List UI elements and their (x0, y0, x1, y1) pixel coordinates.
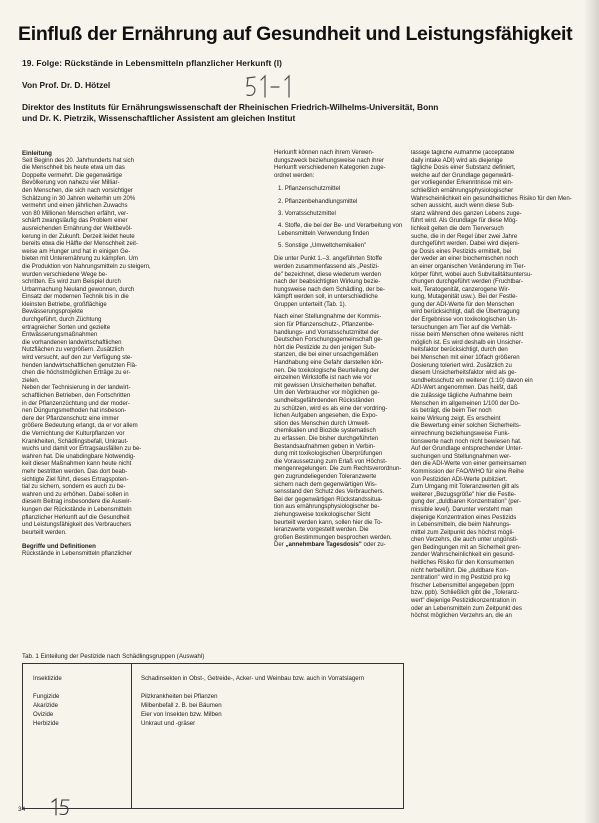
text-line: Menschen im allgemeinen 1/100 der Do- (411, 400, 520, 407)
text-line: gung der ADI-Werte für den Menschen (411, 301, 515, 308)
table-cell-category: Akarizide (33, 702, 59, 709)
text-line: henden landwirtschaftlichen genutzten Flä- (22, 362, 137, 369)
text-line: Neben der Technisierung in der landwirt- (22, 385, 131, 392)
table-cell-description: Unkraut und -gräser (141, 720, 196, 727)
text-line: mit gewissen Unsicherheiten behaftet. (274, 382, 377, 389)
table-cell-category: Ovizide (33, 711, 54, 718)
text-line: schärft zwangsläufig das Problem einer (22, 218, 128, 225)
text-line: lichen Aufgaben angesehen, die Expo- (274, 413, 378, 420)
section-heading-definitionen: Begriffe und Definitionen (22, 543, 96, 551)
text-line: gen Bedingungen mit an Sicherheit gren- (411, 544, 521, 551)
text-line: schaftlichen Betrieben, den Fortschritten (22, 393, 131, 399)
text-line: bereits etwa die Hälfte der Menschheit zeit- (22, 241, 138, 248)
text-line: die Voraussetzung zum Erlaß von Höchst- (274, 458, 387, 465)
term-annehmbare-tagesdosis: „annehmbare Tagesdosis" (285, 542, 362, 549)
text-line: ge Dosis eines Pestizids ermittelt, bei (411, 248, 512, 255)
text-line: nicht herbeiführt. Die „duldbare Kon- (411, 567, 509, 574)
text-line: durchgeführt, durch Züchtung (22, 317, 102, 324)
text-line: schließlich ernährungsphysiologischer (411, 187, 514, 194)
text-line: sichern nach dem gegenwärtigen Wis- (274, 481, 377, 488)
pesticide-table (22, 663, 404, 809)
text-line: de" bezeichnet, diese wiederum werden (274, 271, 382, 278)
text-line: keit dieser Maßnahmen kann heute nicht (22, 461, 132, 468)
text-column-3 (411, 150, 599, 815)
text-line: möglich ist. Es wird deshalb ein Unsicher- (411, 339, 523, 346)
text-line: Krankheiten, Schädlingsbefall, Unkraut- (22, 438, 129, 445)
text-line: Gruppen unterteilt (Tab. 1). (274, 301, 347, 308)
text-line: wahren und zu erhöhen. Dabei sollen in (22, 491, 129, 498)
text-line: lässige tägliche Aufnahme (acceptable (411, 150, 515, 156)
text-line: Bestandsaufnahmen geben in Verbin- (274, 443, 376, 450)
text-line: zu erfassen. Die bisher durchgeführten (274, 435, 379, 442)
text-line: chen Verzehrs, die auch unter ungünsti- (411, 537, 518, 544)
text-line: gen zugrundeliegenden Toleranzwerte (274, 473, 377, 480)
text-line: sichtigte Ziel führt, dieses Ertragspoten- (22, 476, 129, 483)
text-line: kämpft werden soll, in unterschiedliche (274, 294, 378, 301)
text-line: höchst möglichen Verzehrs an, die an (411, 613, 512, 620)
text-line: die Vernichtung der Kulturpflanzen vor (22, 430, 125, 437)
text-line: Rückstände in Lebensmitteln pflanzlicher (22, 550, 132, 557)
text-line: Zum Umgang mit Toleranzwerten gilt als (411, 484, 519, 491)
text-line: beurteilt werden. (22, 529, 67, 536)
text-line: keine Wirkung zeigt. Es erscheint (411, 415, 501, 422)
text-line: Doppelte vermehrt. Die gegenwärtige (22, 172, 123, 179)
table-caption: Tab. 1 Einteilung der Pestizide nach Schädlingsgruppen (Auswahl) (22, 653, 205, 660)
handwritten-annotation-51-1 (244, 72, 296, 100)
text-line: Deutschen Forschungsgemeinschaft ge- (274, 337, 383, 344)
text-line: kung, Mutagenität usw.). Bei der Festle- (411, 294, 518, 301)
binding-shadow (584, 0, 599, 823)
text-line: leranzwerte vorgestellt werden. Die (274, 527, 369, 534)
text-line: größere Bedeutung erlangt, da er vor allem (22, 423, 138, 430)
text-line: schritten. Es wird zum Beispiel durch (22, 279, 121, 286)
text-line: sion für Pflanzenschutz-, Pflanzenbe- (274, 322, 375, 329)
text-line: großen Bestimmungen besprochen werden. (274, 534, 392, 541)
text-line: ger vorliegender Erkenntnisse mit ein- (411, 180, 513, 187)
text-line: Schätzung in 30 Jahren weiterhin um 20% (22, 195, 136, 202)
text-line: kleinsten Betriebe, großflächige Bewässerungsprojekte (22, 301, 107, 316)
text-line: zender Wahrscheinlichkeit ein gesund- (411, 552, 515, 559)
text-line: die Bewertung einer solchen Sicherheits- (411, 423, 521, 430)
text-line: missible level). Darunter versteht man (411, 506, 513, 513)
residue-category-list (274, 186, 405, 250)
text-line: dere der Pflanzenschutz eine immer (22, 415, 119, 422)
text-line: dungszweck beziehungsweise nach ihrer (274, 157, 384, 164)
text-line: zu schützen, wird es als eine der vordring- (274, 405, 388, 412)
text-line: ordnet werden: (274, 172, 315, 179)
text-fragment: Der (274, 542, 286, 549)
text-line: die vorhandenen landwirtschaftlichen (22, 339, 122, 346)
text-line: gung der „duldbaren Konzentration" (per- (411, 499, 522, 506)
section-heading-einleitung: Einleitung (22, 150, 52, 157)
text-line: in der Pflanzenzüchtung und der moder- (22, 400, 130, 407)
text-line: den Menschen, die sich nach vorsichtiger (22, 187, 133, 194)
text-line: daily intake ADI) wird als diejenige (411, 157, 503, 164)
text-line: oder an Lebensmitteln zum Zeitpunkt des (411, 605, 522, 612)
text-line: diesem Unsicherheitsfaktor wird als ge- (411, 370, 517, 377)
text-line: beurteilt werden kann, sollen hier die To- (274, 519, 383, 526)
text-column-1 (22, 150, 153, 558)
body-paragraph (22, 385, 153, 537)
text-line: Herkunft können nach ihrem Verwen- (274, 150, 374, 156)
text-line: Einsatz der modernen Technik bis in die (22, 294, 129, 301)
text-line: sis beträgt, die beim Tier noch (411, 408, 492, 415)
text-line: kungen der Rückstände in Lebensmitteln (22, 506, 132, 513)
table-cell-description: Schadinsekten in Obst-, Getreide-, Acker- und Weinbau bzw. auch in Vorratslagern (141, 675, 365, 682)
text-line: die zulässige tägliche Aufnahme beim (411, 393, 513, 399)
text-fragment: oder zu- (361, 542, 386, 549)
text-line: tersuchungen am Tier auf die Verhält- (411, 324, 512, 331)
text-line: wird versucht, auf den zur Verfügung ste- (22, 355, 133, 362)
body-paragraph (274, 150, 405, 180)
text-line: frischer Lebensmittel angegeben (ppm (411, 582, 515, 589)
text-line: wurden verschiedene Wege be- (22, 271, 108, 278)
text-line: tionswerte nach noch nicht bewiesen hat. (411, 438, 522, 445)
text-line: welche auf der Grundlage gegenwärti- (411, 172, 514, 179)
text-line: durchgeführt werden. Dabei wird diejeni- (411, 241, 520, 248)
text-line: ADI-Wert angenommen. Das heißt, daß (411, 385, 518, 392)
article-title: Einfluß der Ernährung auf Gesundheit und Leistungsfähigkeit (18, 23, 573, 45)
text-line: die Menschheit bis heute etwa um das (22, 165, 125, 172)
text-line: bei Menschen mit einer 10fach größeren (411, 355, 520, 362)
text-line: körper führt, wobei auch Subvitalitätsuntersu- (411, 271, 533, 278)
text-line: suchungen und Stellungnahmen wer- (411, 453, 512, 460)
text-line: einrechnung beziehungsweise Funk- (411, 430, 510, 437)
text-line: Seit Beginn des 20. Jahrhunderts hat sich (22, 157, 134, 164)
text-line: tion aus ernährungsphysiologischer be- (274, 504, 380, 511)
text-line: hungsweise nach dem Schädling, der be- (274, 286, 385, 293)
text-line: chemikalien und Biozide systematisch (274, 428, 376, 435)
table-cell-category: Herbizide (33, 720, 59, 727)
table-cell-description: Eier von Insekten bzw. Milben (141, 711, 222, 718)
table-divider (131, 664, 132, 808)
text-line: der Ergebnisse von toxikologischen Un- (411, 317, 518, 324)
text-line: stanz während des ganzen Lebens zuge- (411, 210, 522, 217)
text-line: von Pestiziden ADI-Werte publiziert. (411, 476, 508, 483)
text-line: diesem Beitrag insbesondere die Auswir- (22, 499, 132, 506)
text-line: heitliches Risiko für den Konsumenten (411, 560, 514, 567)
list-item: 5. Sonstige „Umweltchemikalien" (278, 242, 367, 249)
text-line: weiterer „Bezugsgröße" hier die Festle- (411, 491, 516, 498)
text-line: vermehrt und einen jährlichen Zuwachs (22, 203, 128, 210)
text-line: handlungs- und Vorratsschutzmittel der (274, 329, 379, 336)
text-line: in Lebensmitteln, die beim Nahrungs- (411, 522, 512, 529)
text-line: bzw. ppb). Schließlich gibt die „Toleranz- (411, 590, 520, 597)
handwritten-mark (48, 797, 74, 817)
text-line: den die ADI-Werte von einer gemeinsamen (411, 461, 527, 468)
table-cell-category: Fungizide (33, 693, 60, 700)
text-line: Nach einer Stellungnahme der Kommis- (274, 314, 382, 321)
text-line: dung mit toxikologischen Überprüfungen (274, 451, 383, 458)
text-line: tial zu sichern, sondern es auch zu be- (22, 484, 126, 491)
text-line: Auf der Grundlage entsprechender Unter- (411, 446, 523, 453)
text-line: Die unter Punkt 1.–3. angeführten Stoffe (274, 256, 383, 263)
text-line: Nutzflächen zu vergrößern. Zusätzlich (22, 347, 124, 354)
text-line: Bei der gegenwärtigen Rückstandssitua- (274, 496, 383, 503)
intro-paragraph (22, 158, 153, 386)
text-line: nisse beim Menschen ohne weiteres nicht (411, 332, 524, 339)
text-line: Handhabung eine Gefahr darstellen kön- (274, 360, 384, 367)
text-line: suche, die in der Regel über zwei Jahre (411, 233, 518, 240)
text-line: sundheitsgefährdenden Rückständen (274, 398, 375, 404)
text-line: wird berücksichtigt, daß die Übertragung (411, 309, 520, 316)
text-line: keit, Teratogenität, canzerogene Wir- (411, 286, 510, 293)
text-line: sundheitsschutz ein weiterer (1:10) davon ein (411, 377, 533, 384)
page-number: 34 (18, 806, 26, 813)
text-line: chen die höchstmöglichen Erträge zu er- (22, 370, 131, 377)
text-line: lichkeit gelten die dem Tierversuch (411, 225, 504, 232)
table-cell-description: Pilzkrankheiten bei Pflanzen (141, 693, 218, 700)
text-line: Kommission der FAO/WHO für eine Reihe (411, 468, 524, 475)
text-line: schen aussicht, auch wenn diese Sub- (411, 203, 515, 210)
text-line: mehr bestritten werden. Das dort beab- (22, 468, 128, 475)
text-line: führt wird. Als Grundlage für diese Mög- (411, 218, 518, 225)
series-subtitle: 19. Folge: Rückstände in Lebensmitteln pflanzlicher Herkunft (I) (22, 58, 283, 68)
text-line: tägliche Dosis einer Substanz definiert, (411, 165, 516, 172)
text-line: wuchs und damit vor Ertragsausfällen zu be- (22, 446, 142, 453)
text-line: Um den Verbraucher vor möglichen ge- (274, 390, 380, 397)
text-column-2 (274, 150, 405, 550)
text-line (274, 542, 405, 550)
text-line: ziehungsweise toxikologischer Sicht (274, 511, 371, 518)
text-line: einzelnen Wirkstoffe ist nach wie vor (274, 375, 372, 382)
body-paragraph (274, 314, 405, 542)
list-item: 1. Pflanzenschutzmittel (278, 186, 341, 193)
text-line: Urbarmachung Neuland gewonnen, durch (22, 286, 135, 293)
text-line: pflanzlicher Herkunft auf die Gesundheit (22, 514, 130, 521)
affiliation-line: Direktor des Instituts für Ernährungswissenschaft der Rheinischen Friedrich-Wilhelms-Universität, Bonn (22, 102, 439, 112)
text-line: Wahrscheinlichkeit ein gesundheitliches Risiko für den Men- (411, 195, 572, 202)
author-line: Von Prof. Dr. D. Hötzel (22, 80, 111, 90)
text-line: nen. Die toxikologische Beurteilung der (274, 367, 379, 374)
text-line: der weder an einer biochemischen noch (411, 256, 519, 263)
list-item: 3. Vorratsschutzmittel (278, 210, 336, 217)
text-line: Bevölkerung von nahezu vier Milliar- (22, 180, 120, 187)
text-line: nach der beabsichtigten Wirkung bezie- (274, 279, 381, 286)
text-line: kerung in der Zukunft. Derzeit leidet heute (22, 233, 135, 240)
text-line: ertragreicher Sorten und gezielte Entwässerungsmaßnahmen (22, 324, 111, 339)
text-line: mengenregelungen. Die zum Rechtsverordnun- (274, 466, 402, 473)
text-line: heitsfaktor berücksichtigt, durch den (411, 347, 508, 354)
table-cell-category: Insektizide (33, 675, 62, 682)
affiliation-block (22, 102, 597, 124)
text-line: mittel zum Zeitpunkt des höchst mögli- (411, 529, 515, 536)
text-line: nen Düngungsmethoden hat insbeson- (22, 408, 127, 415)
affiliation-line: und Dr. K. Pietrzik, Wissenschaftlicher Assistent am gleichen Institut (22, 113, 296, 123)
text-line: bieten mit Unterernährung zu kämpfen. Um (22, 256, 138, 263)
text-line: an einer organischen Veränderung im Tier- (411, 263, 526, 270)
text-line: stanzen, die bei einer unsachgemäßen (274, 352, 379, 359)
text-line: werden zusammenfassend als „Pestizi- (274, 263, 380, 270)
text-line: sition des Menschen durch Umwelt- (274, 420, 370, 427)
text-line: Dosierung toleriert wird. Zusätzlich zu (411, 362, 512, 369)
text-line: weise am Hunger und hat in einigen Ge- (22, 248, 131, 255)
text-line: die Produktion von Nahrungsmitteln zu steigern, (22, 263, 151, 270)
text-line: zentration" wird in mg Pestizid pro kg (411, 575, 511, 582)
list-item: 4. Stoffe, die bei der Be- und Verarbeitung von Lebensmitteln Verwendung finden (278, 222, 403, 237)
text-line: wahren hat. Die unabdingbare Notwendig- (22, 453, 136, 460)
text-line: Herkunft verschiedenen Kategorien zuge- (274, 165, 386, 172)
text-line: und Leistungsfähigkeit des Verbrauchers (22, 522, 132, 529)
text-line: ausreichenden Ernährung der Weltbevöl- (22, 225, 133, 232)
list-item: 2. Pflanzenbehandlungsmittel (278, 198, 358, 205)
table-cell-description: Milbenbefall z. B. bei Bäumen (141, 702, 222, 709)
text-line: wert" diejenige Pestizidkonzentration in (411, 598, 517, 605)
text-line: von 80 Millionen Menschen erfährt, ver- (22, 210, 129, 217)
text-line: hört die Pestizide zu den jenigen Sub- (274, 344, 376, 351)
text-line: sensstand den Schutz des Verbrauchers. (274, 489, 385, 496)
text-line: zielen. (22, 377, 40, 384)
text-line: chungen durchgeführt werden (Fruchtbar- (411, 279, 523, 286)
text-line: diejenige Konzentration eines Pestizids (411, 514, 517, 521)
body-paragraph (274, 256, 405, 309)
